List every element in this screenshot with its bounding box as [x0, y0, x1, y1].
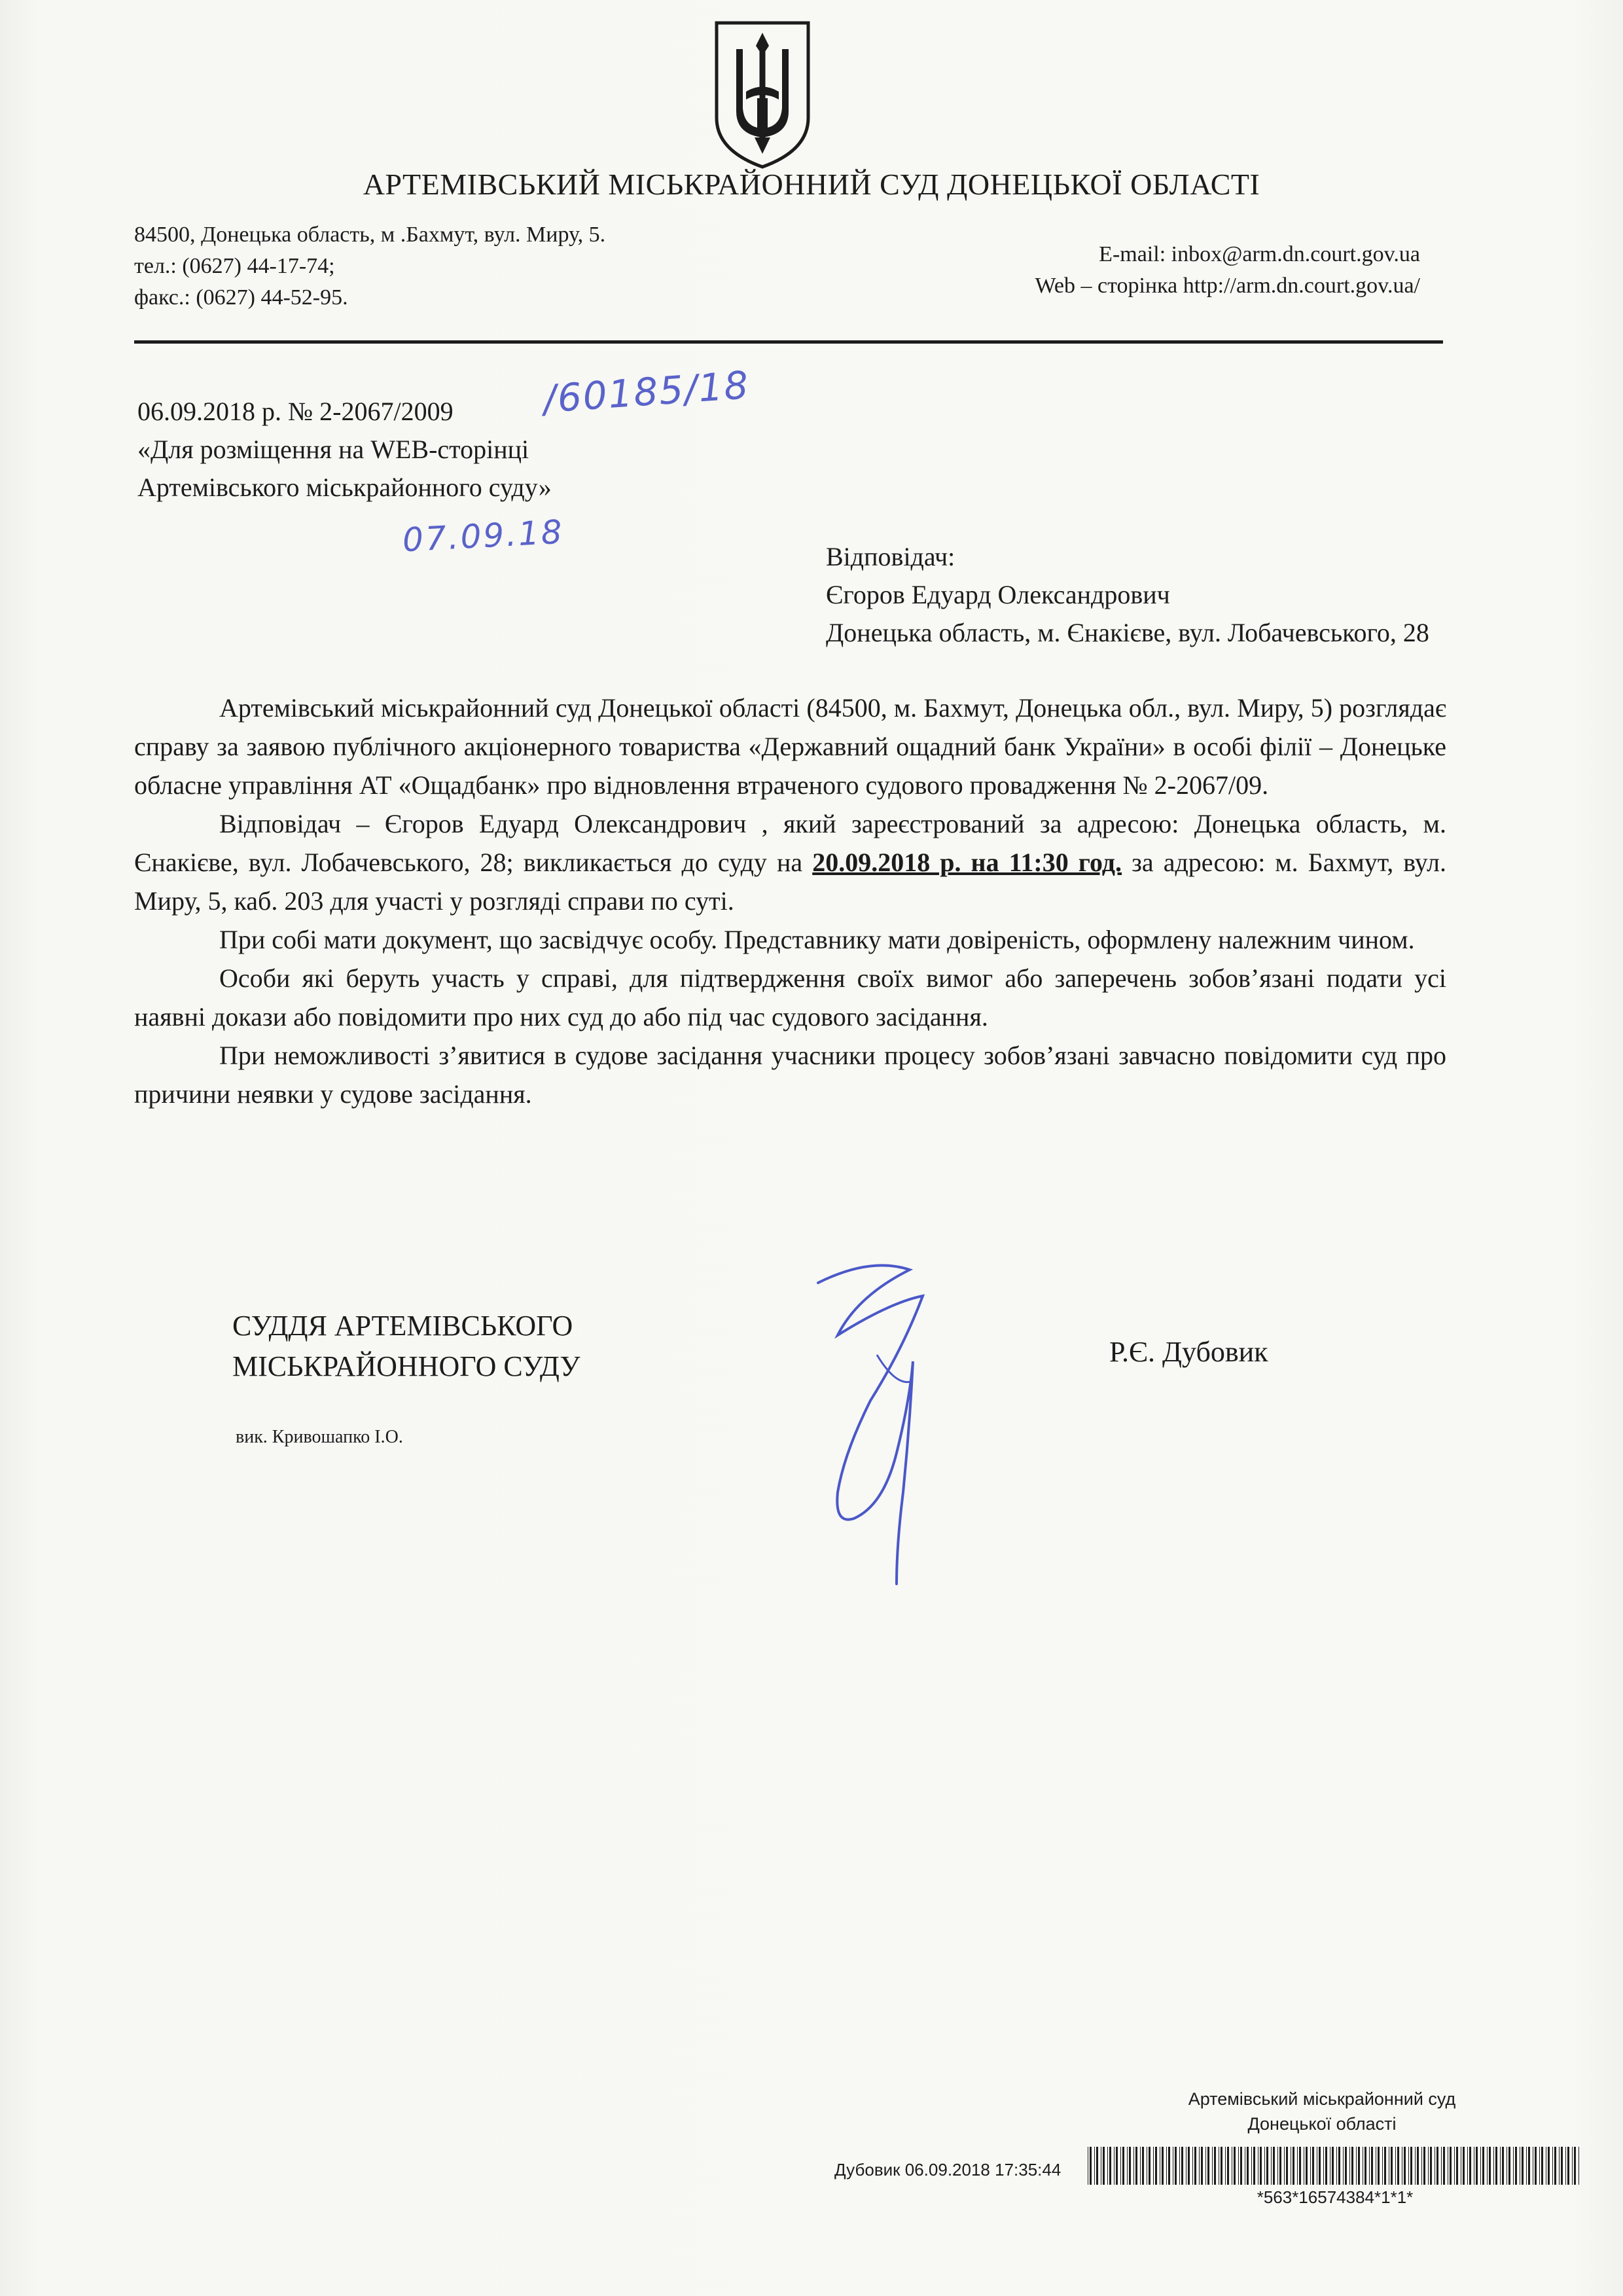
reference-block [137, 393, 552, 507]
e-stamp-court-line-1: Артемівський міськрайонний суд [1188, 2089, 1456, 2109]
court-title: АРТЕМІВСЬКИЙ МІСЬКРАЙОННИЙ СУД ДОНЕЦЬКОЇ ОБЛАСТІ [363, 168, 1260, 201]
recipient-label: Відповідач: [826, 542, 955, 571]
court-address: 84500, Донецька область, м .Бахмут, вул. Миру, 5. [134, 223, 606, 247]
body-paragraph-documents: При собі мати документ, що засвідчує особу. Представнику мати довіреність, оформлену належним чином. [219, 925, 1415, 954]
web-note-line-1: «Для розміщення на WEB-сторінці [137, 435, 529, 464]
barcode-text: *563*16574384*1*1* [1257, 2187, 1414, 2207]
body-paragraph-absence: При неможливості з’явитися в судове засідання учасники процесу зобов’язані завчасно повідомити суд про причини неявки у судове засідання. [134, 1041, 1446, 1109]
summons-text-before: Відповідач – Єгоров Едуард Олександрович , який зареєстрований за адресою: Донецька область, м. Єнакієве, вул. Лобачевського, 28; викликається до суду на [134, 809, 1446, 877]
handwritten-registration-number: /60185/18 [542, 363, 751, 422]
judge-name: Р.Є. Дубовик [1109, 1336, 1268, 1368]
court-fax: факс.: (0627) 44-52-95. [134, 285, 348, 310]
recipient-name: Єгоров Едуард Олександрович [826, 580, 1170, 609]
summons-body [134, 689, 1446, 1113]
e-stamp-court [1152, 2087, 1492, 2136]
judge-title [232, 1306, 580, 1387]
court-website: Web – сторінка http://arm.dn.court.gov.ua/ [1035, 274, 1420, 298]
body-paragraph-case: Артемівський міськрайонний суд Донецької області (84500, м. Бахмут, Донецька обл., вул. Миру, 5) розглядає справу за заявою публічного акціонерного товариства «Державний ощадний банк України» в особі філії – Донецьке обласне управління АТ «Ощадбанк» про відновлення втраченого судового провадження № 2-2067/09. [134, 693, 1446, 800]
handwritten-signature-icon [798, 1257, 969, 1597]
e-stamp-court-line-2: Донецької області [1247, 2114, 1397, 2134]
body-paragraph-summons [134, 804, 1446, 920]
hearing-datetime: 20.09.2018 р. на 11:30 год. [812, 848, 1122, 877]
court-contacts [134, 219, 605, 314]
judge-title-line-1: СУДДЯ АРТЕМІВСЬКОГО [232, 1310, 573, 1342]
court-email: E-mail: inbox@arm.dn.court.gov.ua [1099, 242, 1420, 266]
executor-name: вик. Кривошапко І.О. [236, 1427, 403, 1447]
summons-text-after: за адресою: м. Бахмут, вул. Миру, 5, каб. 203 для участі у розгляді справи по суті. [134, 848, 1447, 916]
body-paragraph-evidence: Особи які беруть участь у справі, для підтвердження своїх вимог або заперечень зобов’язані подати усі наявні докази або повідомити про них суд до або під час судового засідання. [134, 963, 1446, 1031]
web-note-line-2: Артемівського міськрайонного суду» [137, 473, 552, 502]
recipient-block [826, 538, 1429, 652]
coat-of-arms-icon [710, 20, 815, 170]
header-divider [134, 340, 1443, 344]
judge-title-line-2: МІСЬКРАЙОННОГО СУДУ [232, 1350, 580, 1382]
e-stamp-signer-timestamp: Дубовик 06.09.2018 17:35:44 [834, 2160, 1061, 2179]
court-phone: тел.: (0627) 44-17-74; [134, 254, 335, 278]
court-online-contacts [903, 239, 1420, 302]
barcode-icon [1086, 2147, 1584, 2185]
handwritten-date: 07.09.18 [401, 512, 565, 560]
document-date-number: 06.09.2018 р. № 2-2067/2009 [137, 397, 454, 426]
recipient-address: Донецька область, м. Єнакієве, вул. Лобачевського, 28 [826, 618, 1429, 647]
